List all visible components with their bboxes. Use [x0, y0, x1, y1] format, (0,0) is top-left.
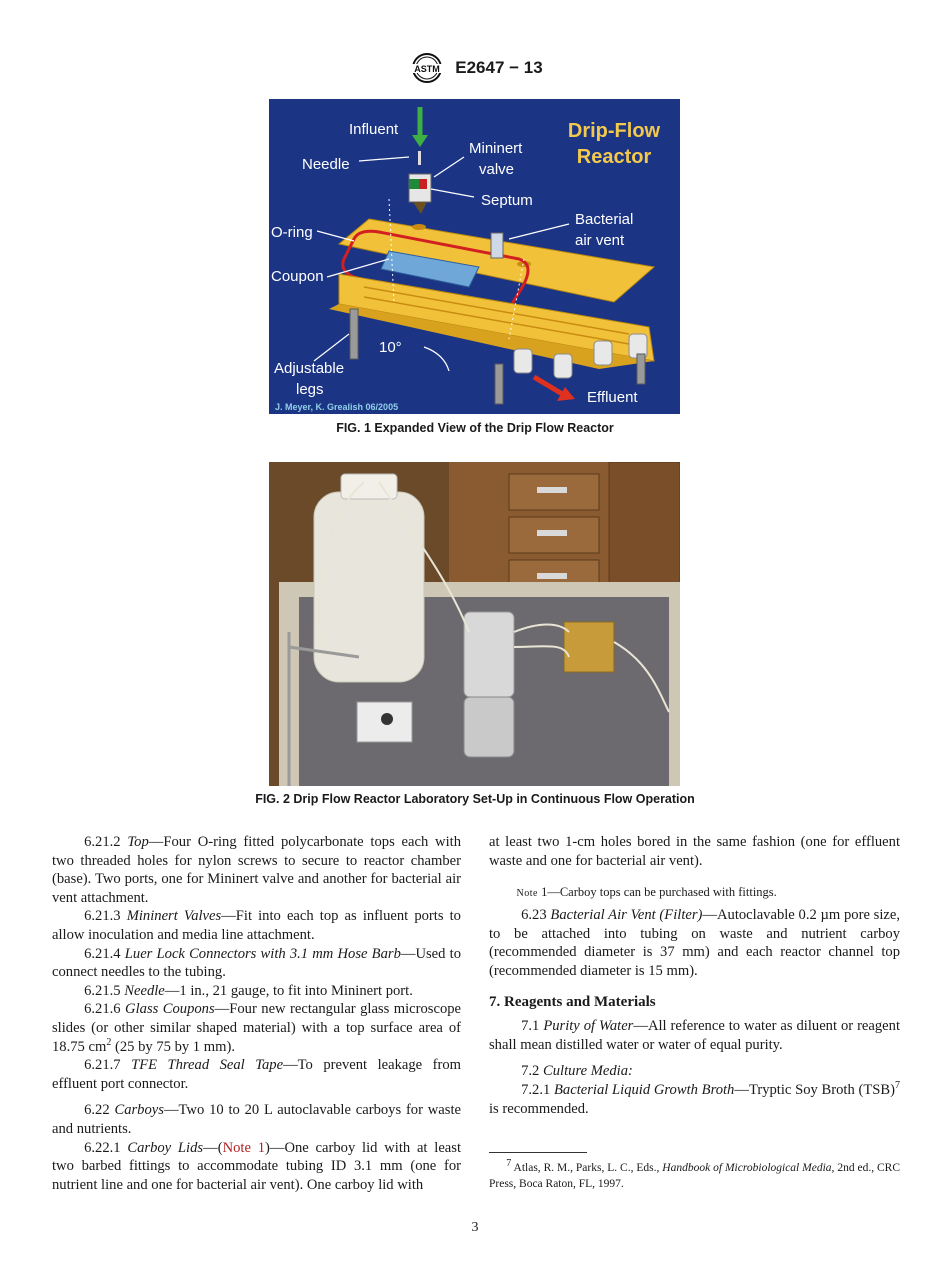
left-column — [52, 833, 461, 1194]
reactor-channels — [464, 612, 514, 697]
label-legs-1: Adjustable — [274, 360, 345, 377]
astm-logo — [407, 52, 447, 84]
paragraph-6-21-4: 6.21.4 Luer Lock Connectors with 3.1 mm Hose Barb—Used to connect needles to the tubing. — [52, 945, 461, 981]
label-legs-2: legs — [296, 381, 324, 398]
paragraph-7-2: 7.2 Culture Media: — [521, 1063, 633, 1080]
label-septum: Septum — [481, 192, 533, 209]
label-influent: Influent — [349, 121, 399, 138]
label-bacterial-1: Bacterial — [575, 211, 634, 228]
note-1: Note 1—Carboy tops can be purchased with fittings. — [516, 885, 777, 900]
page-header — [0, 50, 950, 86]
label-bacterial-2: air vent — [575, 232, 625, 249]
figure-1-caption: FIG. 1 Expanded View of the Drip Flow Reactor — [336, 421, 614, 435]
footnote-rule — [489, 1152, 587, 1153]
fig1-credit: J. Meyer, K. Grealish 06/2005 — [275, 402, 399, 412]
right-column — [489, 833, 900, 1118]
label-mininert-1: Mininert — [469, 140, 523, 157]
figure-2-caption: FIG. 2 Drip Flow Reactor Laboratory Set-Up in Continuous Flow Operation — [255, 792, 695, 806]
section-heading-7: 7. Reagents and Materials — [489, 993, 656, 1010]
label-effluent: Effluent — [587, 389, 638, 406]
needle — [418, 151, 421, 165]
paragraph-7-2-1: 7.2.1 Bacterial Liquid Growth Broth—Tryptic Soy Broth (TSB)$^7$ is recommended. — [489, 1080, 900, 1117]
fig1-title-line1: Drip-Flow — [567, 120, 661, 142]
paragraph-6-21-5: 6.21.5 Needle—1 in., 21 gauge, to fit into Mininert port. — [84, 982, 413, 999]
designation: E2647 − 13 — [455, 58, 543, 77]
label-mininert-2: valve — [479, 161, 515, 178]
figure-1-diagram — [269, 99, 680, 414]
footnote-7: $^7$ Atlas, R. M., Parks, L. C., Eds., Handbook of Microbiological Media, 2nd ed., CRC Press, Boca Raton, FL, 1997. — [489, 1158, 900, 1190]
paragraph-6-22: 6.22 Carboys—Two 10 to 20 L autoclavable carboys for waste and nutrients. — [52, 1102, 461, 1137]
label-coupon: Coupon — [271, 268, 324, 285]
paragraph-6-21-2: 6.21.2 Top—Four O-ring fitted polycarbonate tops each with two threaded holes for nylon screws to secure to reactor chamber (base). Two ports, one for Mininert valve and another for bacterial air vent attachment. — [52, 834, 462, 906]
connector-block — [564, 622, 614, 672]
pump-motor — [464, 697, 514, 757]
label-needle: Needle — [302, 156, 350, 173]
paragraph-6-23: 6.23 Bacterial Air Vent (Filter)—Autoclavable 0.2 µm pore size, to be attached into tubing on waste and nutrient carboy (recommended diameter is 37 mm) and each reactor channel top (recommended diameter is 15 mm). — [489, 907, 901, 979]
paragraph-7-1: 7.1 Purity of Water—All reference to water as diluent or reagent shall mean distilled water or water of equal purity. — [489, 1018, 901, 1053]
note-1-link[interactable]: Note 1 — [222, 1139, 266, 1156]
paragraph-6-21-6: 6.21.6 Glass Coupons—Four new rectangular glass microscope slides (or other similar shaped material) with a top surface area of 18.75 $cm^2$ (25 by 75 by 1 mm). — [52, 1001, 462, 1055]
paragraph-6-22-1: 6.22.1 Carboy Lids—(Note 1)—One carboy lid with at least two barbed fittings to accommodate tubing ID 3.1 mm (one for nutrient line and one for bacterial air vent). One carboy lid with — [52, 1139, 462, 1193]
paragraph-6-21-7: 6.21.7 TFE Thread Seal Tape—To prevent leakage from effluent port connector. — [52, 1057, 461, 1092]
fig1-title-line2: Reactor — [576, 146, 652, 168]
page-number: 3 — [471, 1220, 479, 1235]
label-oring: O-ring — [271, 224, 313, 241]
figure-2-photo — [269, 462, 680, 786]
label-angle: 10° — [379, 339, 402, 356]
svg-text:ASTM: ASTM — [414, 64, 441, 74]
paragraph-continued: at least two 1-cm holes bored in the same fashion (one for effluent waste and one for bacterial air vent). — [489, 834, 900, 869]
paragraph-6-21-3: 6.21.3 Mininert Valves—Fit into each top as influent ports to allow inoculation and media line attachment. — [52, 908, 461, 943]
bacterial-air-vent — [491, 233, 503, 258]
